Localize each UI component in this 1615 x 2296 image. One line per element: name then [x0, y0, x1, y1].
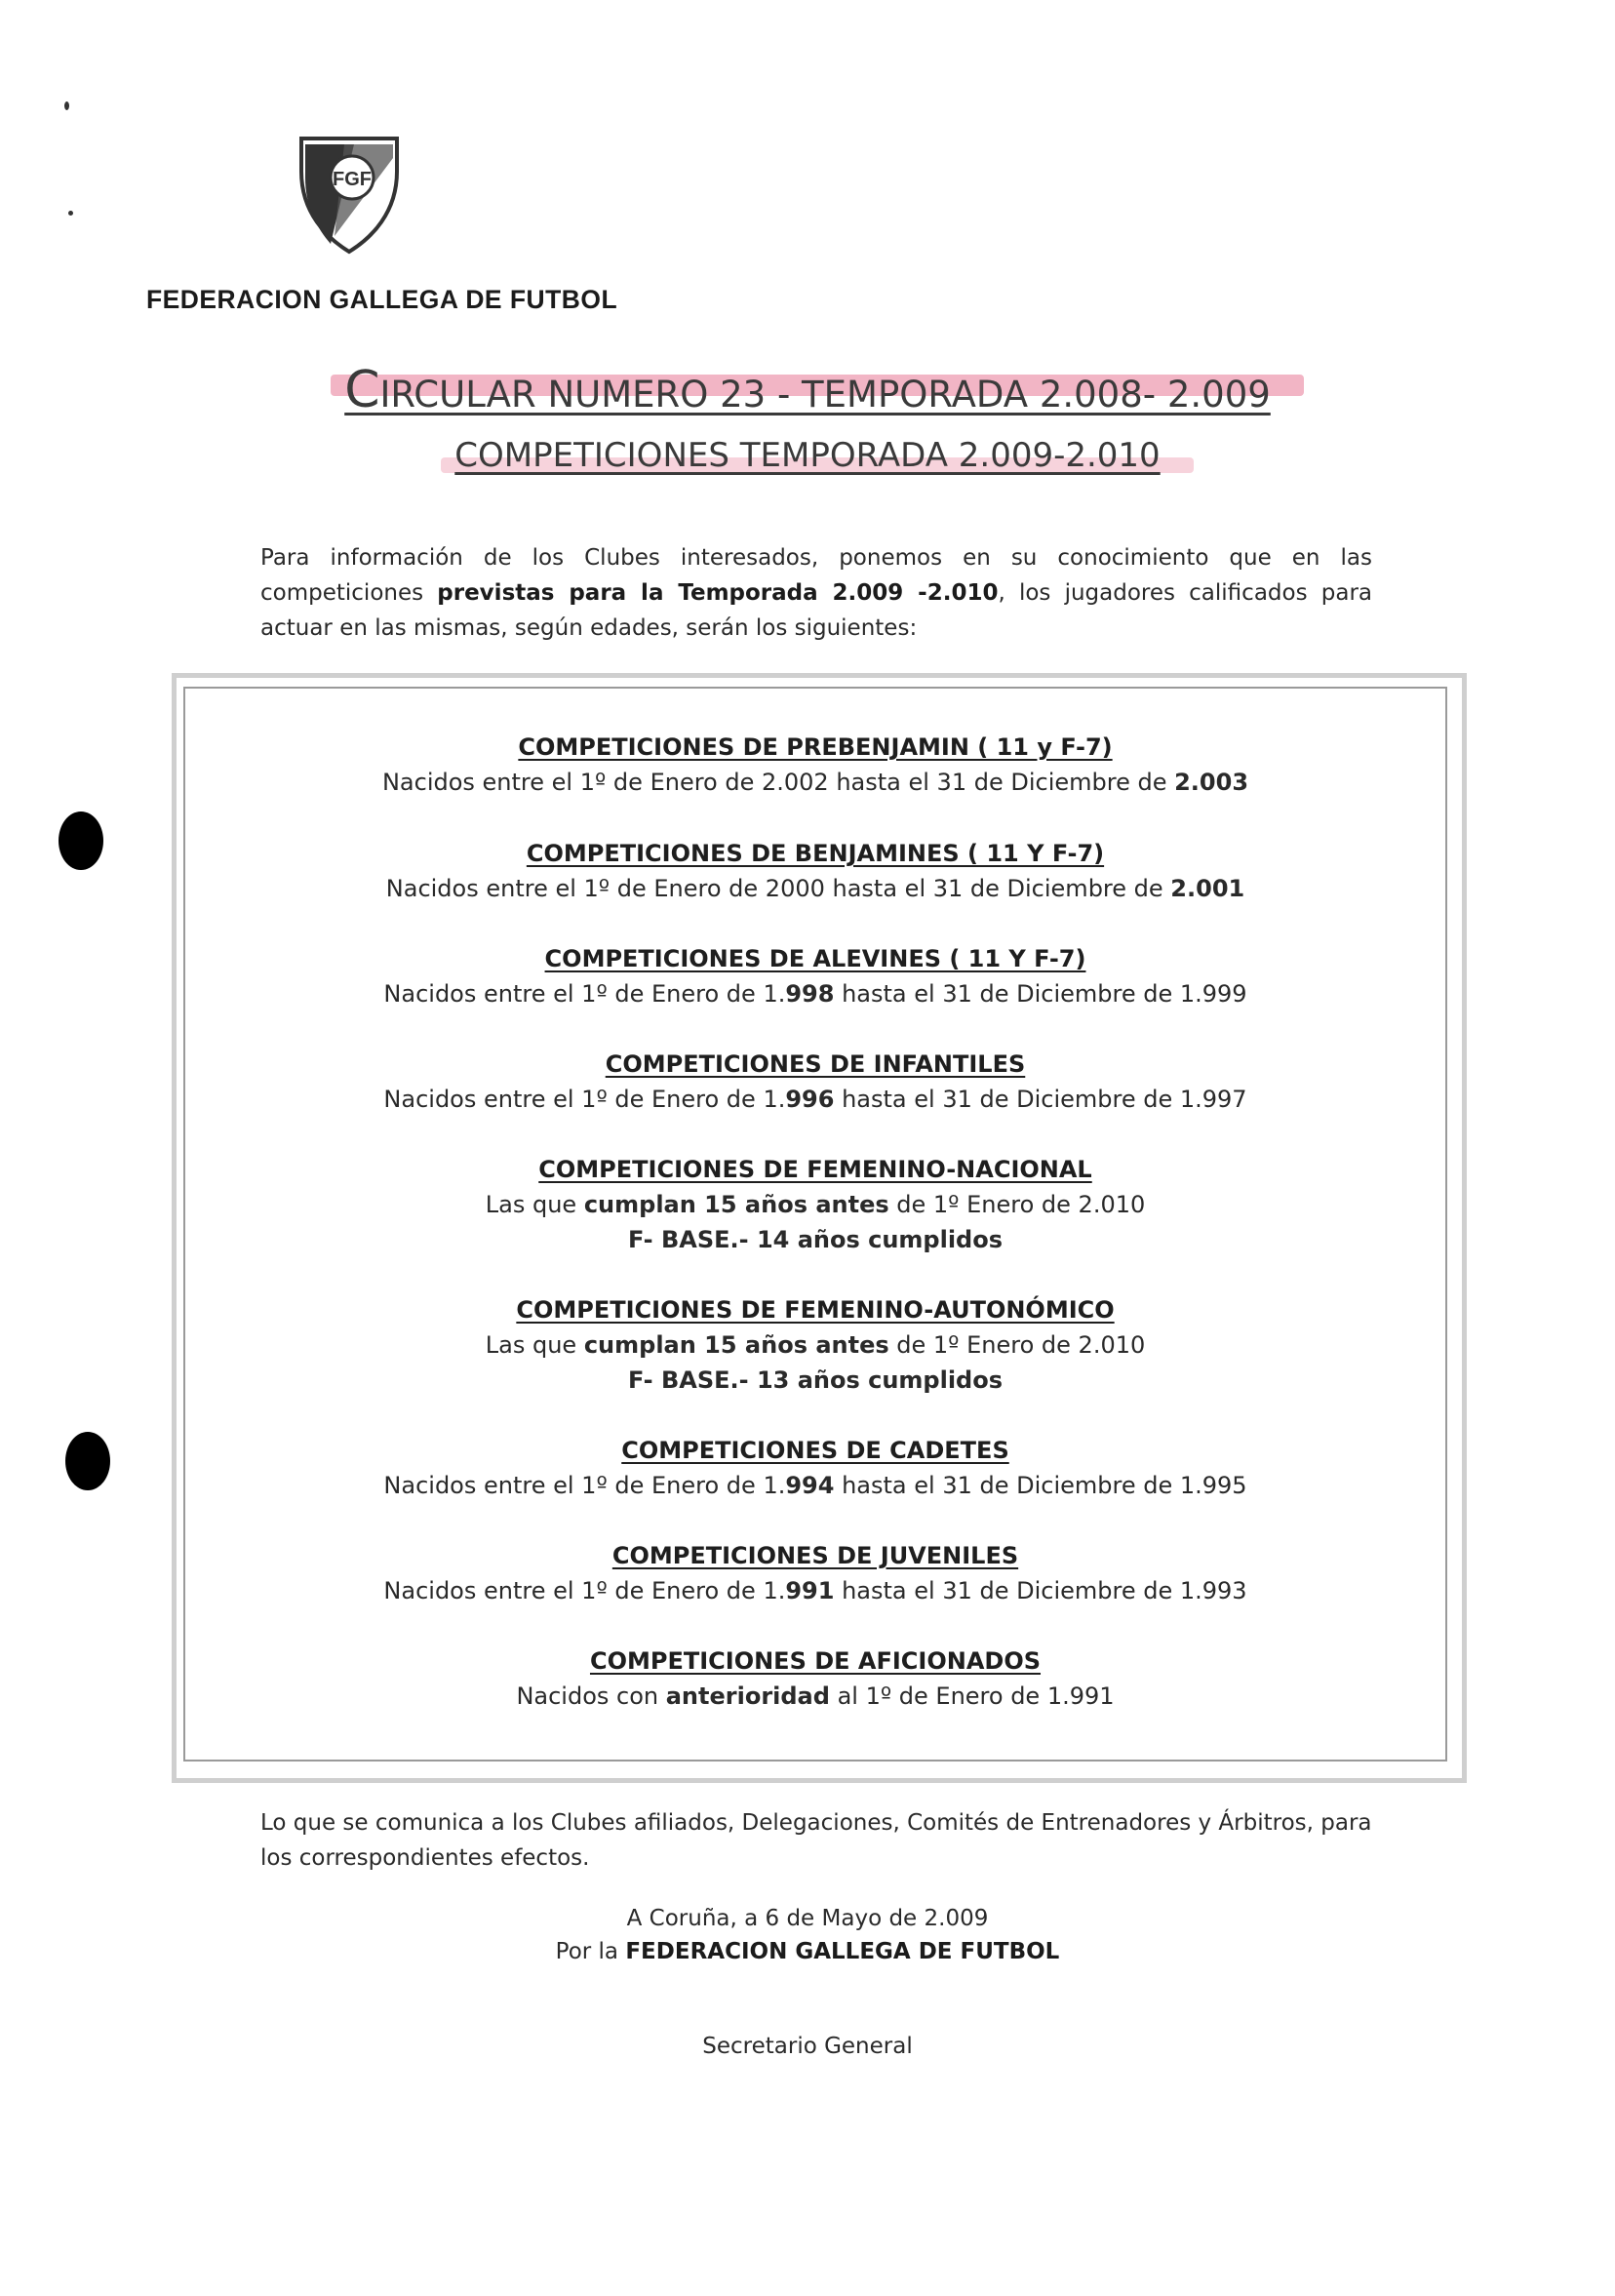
section-line: Nacidos entre el 1º de Enero de 1.996 hasta el 31 de Diciembre de 1.997 [383, 1086, 1247, 1113]
scan-speck [68, 211, 73, 216]
logo-lettering: FGF [333, 169, 372, 190]
por-la-text: Por la [555, 1939, 626, 1964]
section-line: Nacidos entre el 1º de Enero de 2.002 hasta el 31 de Diciembre de 2.003 [381, 769, 1249, 796]
section-heading: COMPETICIONES DE INFANTILES [605, 1050, 1026, 1078]
intro-paragraph [260, 540, 1372, 646]
section-alevines [183, 941, 1447, 1011]
signing-organization: FEDERACION GALLEGA DE FUTBOL [625, 1939, 1060, 1964]
section-aficionados [183, 1643, 1447, 1714]
competitions-title [0, 436, 1615, 475]
section-cadetes [183, 1433, 1447, 1503]
intro-bold-text: previstas para la Temporada 2.009 -2.010 [437, 580, 999, 606]
circular-title [0, 361, 1615, 419]
section-line: F- BASE.- 13 años cumplidos [627, 1366, 1004, 1394]
closing-paragraph: Lo que se comunica a los Clubes afiliados, Delegaciones, Comités de Entrenadores y Árbitros, para los correspondientes efectos. [260, 1810, 1372, 1871]
section-juveniles [183, 1538, 1447, 1608]
section-line: Las que cumplan 15 años antes de 1º Enero de 2.010 [485, 1331, 1146, 1359]
place-date: A Coruña, a 6 de Mayo de 2.009 [626, 1906, 989, 1931]
section-heading: COMPETICIONES DE PREBENJAMIN ( 11 y F-7) [518, 733, 1113, 761]
section-line: Nacidos con anterioridad al 1º de Enero de 1.991 [516, 1682, 1115, 1710]
section-heading: COMPETICIONES DE ALEVINES ( 11 Y F-7) [544, 945, 1086, 972]
competitions-title-text: COMPETICIONES TEMPORADA 2.009-2.010 [454, 436, 1161, 475]
scan-speck [64, 101, 69, 110]
organization-name: FEDERACION GALLEGA DE FUTBOL [146, 285, 618, 314]
punch-hole [59, 812, 103, 870]
section-line: F- BASE.- 14 años cumplidos [627, 1226, 1004, 1253]
punch-hole [65, 1432, 110, 1490]
section-femenino-nacional [183, 1152, 1447, 1257]
section-infantiles [183, 1047, 1447, 1117]
section-heading: COMPETICIONES DE BENJAMINES ( 11 Y F-7) [526, 840, 1105, 867]
section-prebenjamin [183, 730, 1447, 800]
section-heading: COMPETICIONES DE AFICIONADOS [589, 1647, 1042, 1675]
circular-title-text: IRCULAR NUMERO 23 - TEMPORADA 2.008- 2.009 [379, 374, 1271, 416]
section-heading: COMPETICIONES DE CADETES [621, 1437, 1009, 1464]
section-line: Nacidos entre el 1º de Enero de 1.991 hasta el 31 de Diciembre de 1.993 [383, 1577, 1247, 1604]
section-benjamines [183, 836, 1447, 906]
section-line: Nacidos entre el 1º de Enero de 2000 hasta el 31 de Diciembre de 2.001 [385, 875, 1245, 902]
circular-title-cap: C [344, 361, 380, 419]
section-femenino-autonomico [183, 1292, 1447, 1398]
intro-text: Para información de los Clubes interesados, ponemos en su conocimiento que en las competiciones [260, 545, 1372, 606]
section-heading: COMPETICIONES DE JUVENILES [611, 1542, 1019, 1569]
signature-title: Secretario General [702, 2034, 913, 2059]
intro-text-end: , los jugadores calificados para actuar en las mismas, según edades, serán los siguientes: [260, 580, 1372, 641]
signed-by-line [0, 1939, 1615, 1964]
section-heading: COMPETICIONES DE FEMENINO-AUTONÓMICO [516, 1296, 1115, 1324]
section-line: Nacidos entre el 1º de Enero de 1.998 hasta el 31 de Diciembre de 1.999 [383, 980, 1247, 1008]
section-line: Las que cumplan 15 años antes de 1º Enero de 2.010 [485, 1191, 1146, 1218]
section-heading: COMPETICIONES DE FEMENINO-NACIONAL [538, 1156, 1092, 1183]
section-line: Nacidos entre el 1º de Enero de 1.994 hasta el 31 de Diciembre de 1.995 [383, 1472, 1247, 1499]
federation-logo [295, 129, 403, 256]
